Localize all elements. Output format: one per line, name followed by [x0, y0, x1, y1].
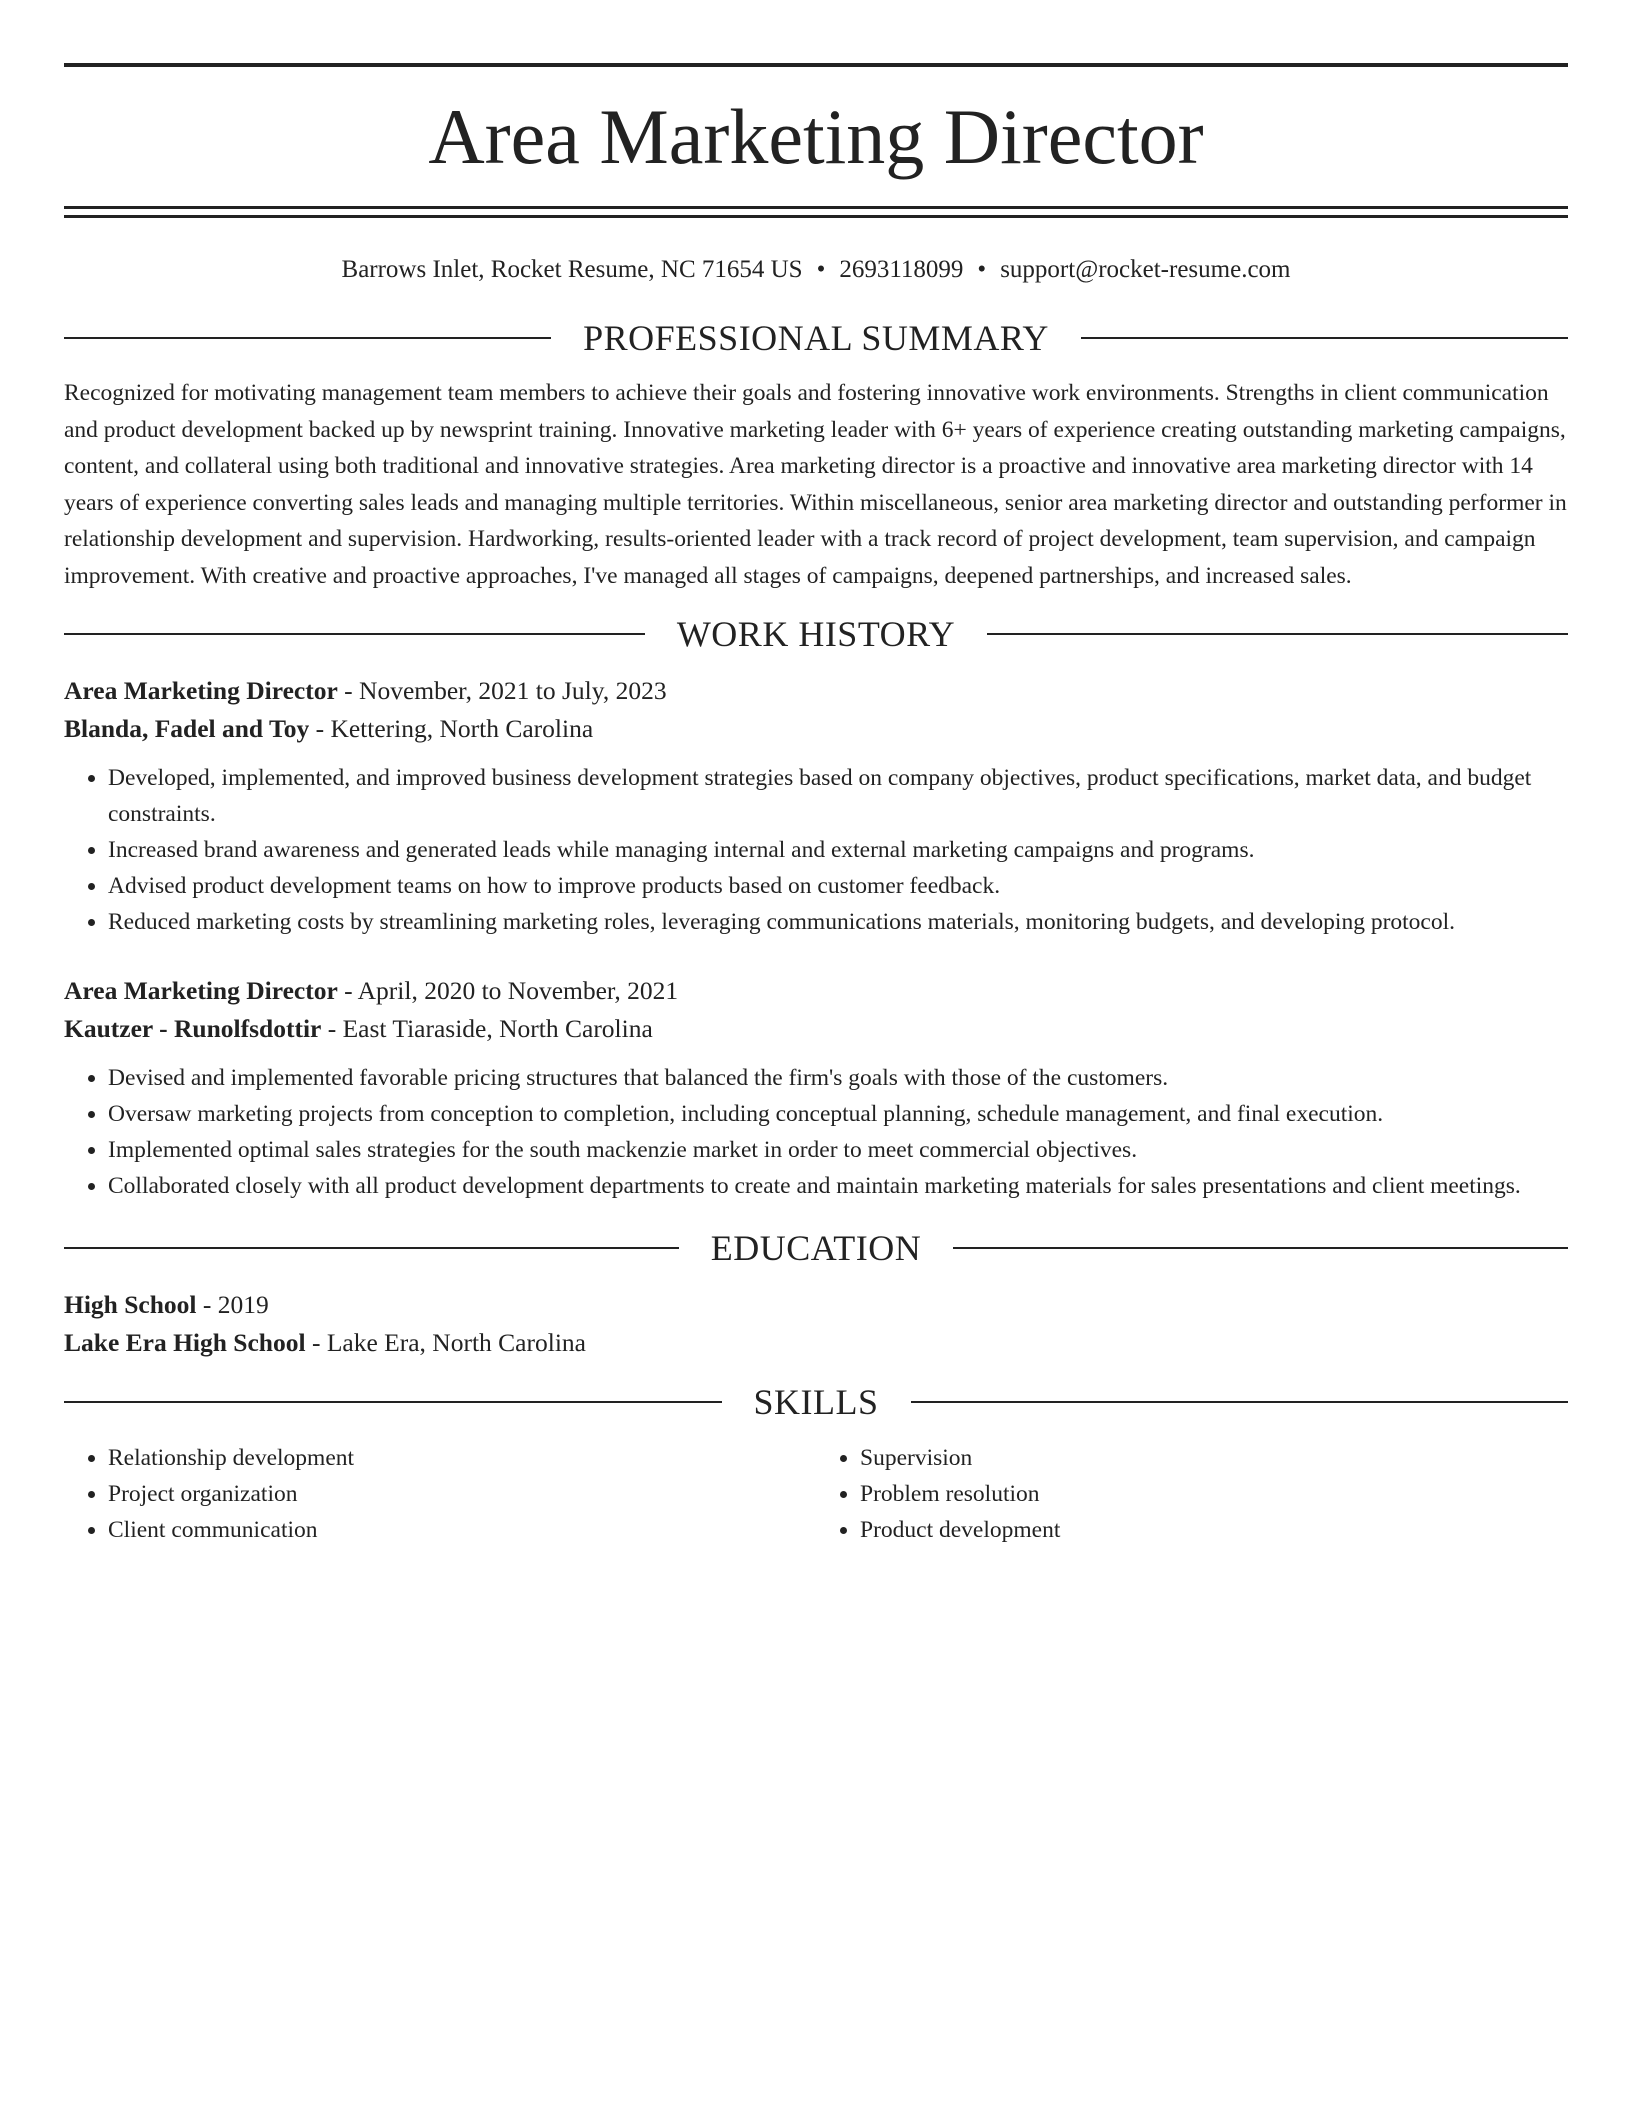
section-rule	[911, 1401, 1569, 1403]
education-school-line	[64, 1324, 1568, 1362]
skill-item: • Product development	[860, 1512, 1568, 1548]
contact-line	[64, 254, 1568, 286]
education-school: Lake Era High School	[64, 1328, 306, 1357]
contact-address: Barrows Inlet, Rocket Resume, NC 71654 US	[341, 256, 803, 283]
list-item: • Oversaw marketing projects from conception to completion, including conceptual planning, schedule management, and final execution.	[108, 1096, 1568, 1132]
resume-page	[64, 0, 1568, 1548]
section-header-skills	[64, 1380, 1568, 1424]
skill-item: • Relationship development	[108, 1440, 816, 1476]
job-company-line	[64, 1010, 1568, 1048]
section-rule	[64, 337, 551, 339]
education-location: - Lake Era, North Carolina	[305, 1328, 586, 1357]
section-rule	[64, 1247, 679, 1249]
list-item: • Developed, implemented, and improved business development strategies based on company objectives, product specifications, market data, and budget constraints.	[108, 760, 1568, 832]
skills-list	[64, 1440, 1568, 1548]
education-year: - 2019	[196, 1290, 269, 1319]
job-title-line	[64, 972, 1568, 1010]
job-role: Area Marketing Director	[64, 976, 338, 1005]
contact-phone: 2693118099	[839, 256, 964, 283]
skill-item: • Client communication	[108, 1512, 816, 1548]
list-item: • Advised product development teams on how to improve products based on customer feedback.	[108, 868, 1568, 904]
job-bullets	[64, 1060, 1568, 1204]
title-double-rule	[64, 206, 1568, 218]
contact-separator: •	[816, 256, 826, 283]
list-item: • Collaborated closely with all product development departments to create and maintain marketing materials for sales presentations and client meetings.	[108, 1168, 1568, 1204]
job-company: Kautzer - Runolfsdottir	[64, 1014, 322, 1043]
section-rule	[64, 1401, 722, 1403]
section-rule	[987, 633, 1568, 635]
skill-item: • Project organization	[108, 1476, 816, 1512]
job-entry	[64, 672, 1568, 940]
skills-column-left	[64, 1440, 816, 1548]
education-degree-line	[64, 1286, 1568, 1324]
resume-title: Area Marketing Director	[428, 93, 1204, 180]
job-location: - East Tiaraside, North Carolina	[321, 1014, 653, 1043]
summary-text: Recognized for motivating management team members to achieve their goals and fostering innovative work environments. Strengths in client communication and product development backed up by newsprint training. Innovative marketing leader with 6+ years of experience creating outstanding marketing campaigns, content, and collateral using both traditional and innovative strategies. Area marketing director is a proactive and innovative area marketing director with 14 years of experience converting sales leads and managing multiple territories. Within miscellaneous, senior area marketing director and outstanding performer in relationship development and supervision. Hardworking, results-oriented leader with a track record of project development, team supervision, and campaign improvement. With creative and proactive approaches, I've managed all stages of campaigns, deepened partnerships, and increased sales.	[64, 380, 1567, 589]
skills-column-right	[816, 1440, 1568, 1548]
section-title: EDUCATION	[710, 1228, 922, 1268]
job-role: Area Marketing Director	[64, 676, 338, 705]
list-item: • Devised and implemented favorable pricing structures that balanced the firm's goals with those of the customers.	[108, 1060, 1568, 1096]
skill-item: • Problem resolution	[860, 1476, 1568, 1512]
job-entry	[64, 972, 1568, 1204]
section-rule	[1081, 337, 1568, 339]
list-item: • Increased brand awareness and generated leads while managing internal and external marketing campaigns and programs.	[108, 832, 1568, 868]
job-dates: - November, 2021 to July, 2023	[337, 676, 667, 705]
list-item: • Reduced marketing costs by streamlining marketing roles, leveraging communications materials, monitoring budgets, and developing protocol.	[108, 904, 1568, 940]
section-rule	[64, 633, 645, 635]
education-entry	[64, 1286, 1568, 1362]
job-company-line	[64, 710, 1568, 748]
job-bullets	[64, 760, 1568, 940]
job-dates: - April, 2020 to November, 2021	[337, 976, 679, 1005]
list-item: • Implemented optimal sales strategies for the south mackenzie market in order to meet commercial objectives.	[108, 1132, 1568, 1168]
section-header-work	[64, 612, 1568, 656]
section-title: SKILLS	[753, 1382, 879, 1422]
job-location: - Kettering, North Carolina	[309, 714, 594, 743]
section-title: PROFESSIONAL SUMMARY	[583, 318, 1049, 358]
skill-item: • Supervision	[860, 1440, 1568, 1476]
job-company: Blanda, Fadel and Toy	[64, 714, 310, 743]
job-title-line	[64, 672, 1568, 710]
section-title: WORK HISTORY	[676, 614, 956, 654]
contact-separator: •	[977, 256, 987, 283]
section-rule	[953, 1247, 1568, 1249]
section-header-summary	[64, 316, 1568, 360]
contact-email: support@rocket-resume.com	[1000, 256, 1291, 283]
section-header-education	[64, 1226, 1568, 1270]
education-degree: High School	[64, 1290, 197, 1319]
